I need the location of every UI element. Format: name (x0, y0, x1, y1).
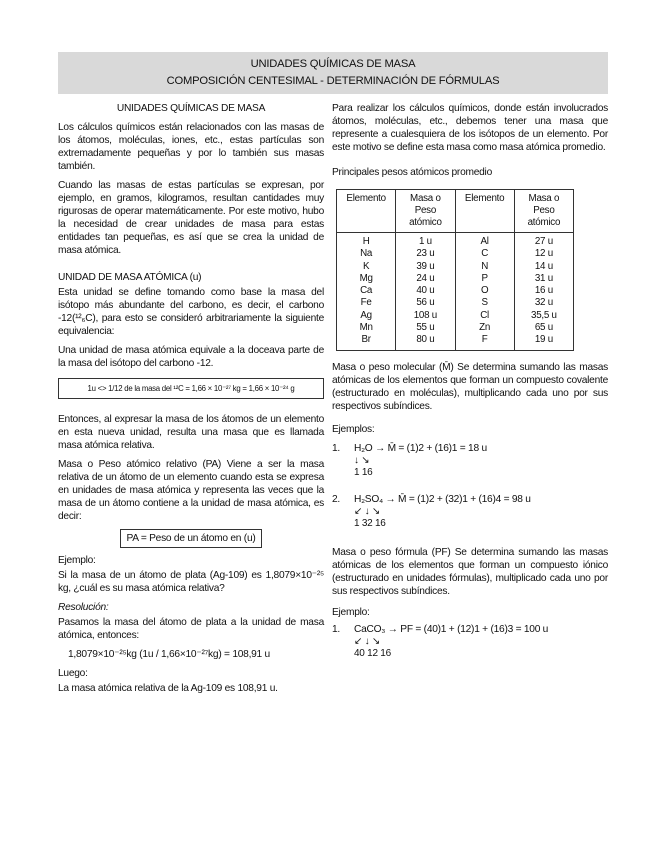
table-cell: 1 u (396, 233, 455, 249)
paragraph: Una unidad de masa atómica equivale a la doceava parte de la masa del isótopo del carbono -12. (58, 345, 324, 369)
table-cell: 24 u (396, 273, 455, 285)
table-row (337, 322, 574, 334)
paragraph: Cuando las masas de estas partículas se expresan, por ejemplo, en gramos, kilogramos, resultan cantidades muy rigurosas de operar matemáticamente. Por este motivo, hubo la necesidad de crear unidades de masa para estas entidades tan pequeñas, es así que se crea la unidad de masa atómica. (58, 180, 324, 256)
paragraph: Para realizar los cálculos químicos, donde están involucrados átomos, moléculas, etc., debemos tener una masa que represente a cualesquiera de los isótopos de un elemento. Por este motivo se define esta masa como masa atómica promedio. (332, 103, 608, 153)
example-number: 2. (332, 493, 340, 505)
example-values: 1 32 16 (354, 517, 386, 529)
table-row (337, 334, 574, 350)
table-cell: N (455, 261, 514, 273)
table-cell: Na (337, 248, 396, 260)
table-cell: Fe (337, 297, 396, 309)
uma-title: UNIDAD DE MASA ATÓMICA (u) (58, 272, 202, 283)
table-header: Elemento (337, 190, 396, 233)
example-equation: CaCO₃ → PF = (40)1 + (12)1 + (16)3 = 100 u (354, 623, 549, 635)
table-cell: 65 u (514, 322, 573, 334)
example-number: 1. (332, 623, 340, 635)
table-cell: Cl (455, 310, 514, 322)
table-row (337, 273, 574, 285)
table-cell: 40 u (396, 285, 455, 297)
atomic-weights-table (336, 189, 574, 351)
table-cell: 55 u (396, 322, 455, 334)
page-header (58, 52, 608, 94)
table-cell: 39 u (396, 261, 455, 273)
table-cell: Ca (337, 285, 396, 297)
paragraph: Los cálculos químicos están relacionados con las masas de los átomos, moléculas, iones, etc., estas partículas son extremadamente pequeñas y por lo también sus masas también. (58, 122, 324, 172)
right-column (332, 102, 608, 660)
paragraph: Entonces, al expresar la masa de los átomos de un elemento en esta nueva unidad, resulta una masa que es llamada masa atómica relativa. (58, 414, 324, 451)
table-header-row (337, 190, 574, 233)
table-cell: Ag (337, 310, 396, 322)
conversion-equation: 1,8079×10⁻²⁵kg (1u / 1,66×10⁻²⁷kg) = 108,91 u (68, 649, 270, 660)
table-cell: 16 u (514, 285, 573, 297)
example-values: 1 16 (354, 466, 373, 478)
table-header: Masa o Peso atómico (396, 190, 455, 233)
paragraph: Si la masa de un átomo de plata (Ag-109) es 1,8079×10⁻²⁵ kg, ¿cuál es su masa atómica relativa? (58, 570, 324, 594)
table-row (337, 297, 574, 309)
table-cell: 32 u (514, 297, 573, 309)
table-cell: 108 u (396, 310, 455, 322)
uma-formula-box: 1u <> 1/12 de la masa del ¹²C = 1,66 × 10⁻²⁷ kg = 1,66 × 10⁻²⁴ g (58, 378, 324, 399)
examples-label: Ejemplos: (332, 423, 375, 435)
paragraph: Esta unidad se define tomando como base la masa del isótopo más abundante del carbono, es decir, el carbono -12(¹²₆C), para esto se consideró arbitrariamente la siguiente equivalencia: (58, 287, 324, 337)
table-cell: C (455, 248, 514, 260)
luego-label: Luego: (58, 668, 88, 679)
arrows-icon: ↙ ↓ ↘ (354, 635, 381, 647)
table-cell: H (337, 233, 396, 249)
table-cell: 14 u (514, 261, 573, 273)
example-label: Ejemplo: (58, 555, 96, 566)
table-header: Masa o Peso atómico (514, 190, 573, 233)
table-cell: 56 u (396, 297, 455, 309)
table-cell: 31 u (514, 273, 573, 285)
example-number: 1. (332, 442, 340, 454)
arrows-icon: ↓ ↘ (354, 454, 370, 466)
table-cell: 27 u (514, 233, 573, 249)
table-cell: 80 u (396, 334, 455, 350)
table-row (337, 285, 574, 297)
table-row (337, 310, 574, 322)
table-row (337, 233, 574, 249)
table-cell: 35,5 u (514, 310, 573, 322)
table-cell: F (455, 334, 514, 350)
table-row (337, 248, 574, 260)
header-subtitle: COMPOSICIÓN CENTESIMAL - DETERMINACIÓN DE FÓRMULAS (166, 75, 500, 87)
example-equation: H₂O → M̄ = (1)2 + (16)1 = 18 u (354, 442, 487, 454)
section-title: UNIDADES QUÍMICAS DE MASA (116, 103, 266, 114)
paragraph: Masa o Peso atómico relativo (PA) Viene a ser la masa relativa de un átomo de un elemento cuando esta se expresa en unidades de masa atómica y representa las veces que la masa de un átomo contiene a la unidad de masa atómica, es decir: (58, 459, 324, 522)
pa-formula-box: PA = Peso de un átomo en (u) (120, 529, 261, 548)
table-cell: 19 u (514, 334, 573, 350)
table-cell: P (455, 273, 514, 285)
table-cell: Mn (337, 322, 396, 334)
example-1 (332, 442, 608, 479)
table-cell: 23 u (396, 248, 455, 260)
table-cell: K (337, 261, 396, 273)
table-cell: 12 u (514, 248, 573, 260)
example-label: Ejemplo: (332, 606, 370, 618)
table-cell: S (455, 297, 514, 309)
paragraph: Pasamos la masa del átomo de plata a la unidad de masa atómica, entonces: (58, 617, 324, 641)
resolution-label: Resolución: (58, 602, 109, 613)
table-cell: Al (455, 233, 514, 249)
paragraph: La masa atómica relativa de la Ag-109 es 108,91 u. (58, 683, 278, 694)
paragraph: Masa o peso molecular (M̄) Se determina sumando las masas atómicas de los elementos que forman un compuesto covalente (estructurado en moléculas), multiplicando cada uno por sus respectivos subíndices. (332, 361, 608, 412)
table-cell: Mg (337, 273, 396, 285)
table-header: Elemento (455, 190, 514, 233)
table-title: Principales pesos atómicos promedio (332, 167, 492, 178)
table-cell: Zn (455, 322, 514, 334)
table-cell: Br (337, 334, 396, 350)
table-cell: O (455, 285, 514, 297)
arrows-icon: ↙ ↓ ↘ (354, 505, 381, 517)
example-equation: H₂SO₄ → M̄ = (1)2 + (32)1 + (16)4 = 98 u (354, 493, 531, 505)
example-2 (332, 493, 608, 530)
example-values: 40 12 16 (354, 647, 391, 659)
table-row (337, 261, 574, 273)
left-column (58, 102, 324, 701)
paragraph: Masa o peso fórmula (PF) Se determina sumando las masas atómicas de los elementos que forman un compuesto iónico (estructurado en unidades fórmulas), multiplicado cada uno por sus respectivos subíndices. (332, 546, 608, 597)
header-title: UNIDADES QUÍMICAS DE MASA (250, 58, 416, 70)
example-3 (332, 623, 608, 660)
